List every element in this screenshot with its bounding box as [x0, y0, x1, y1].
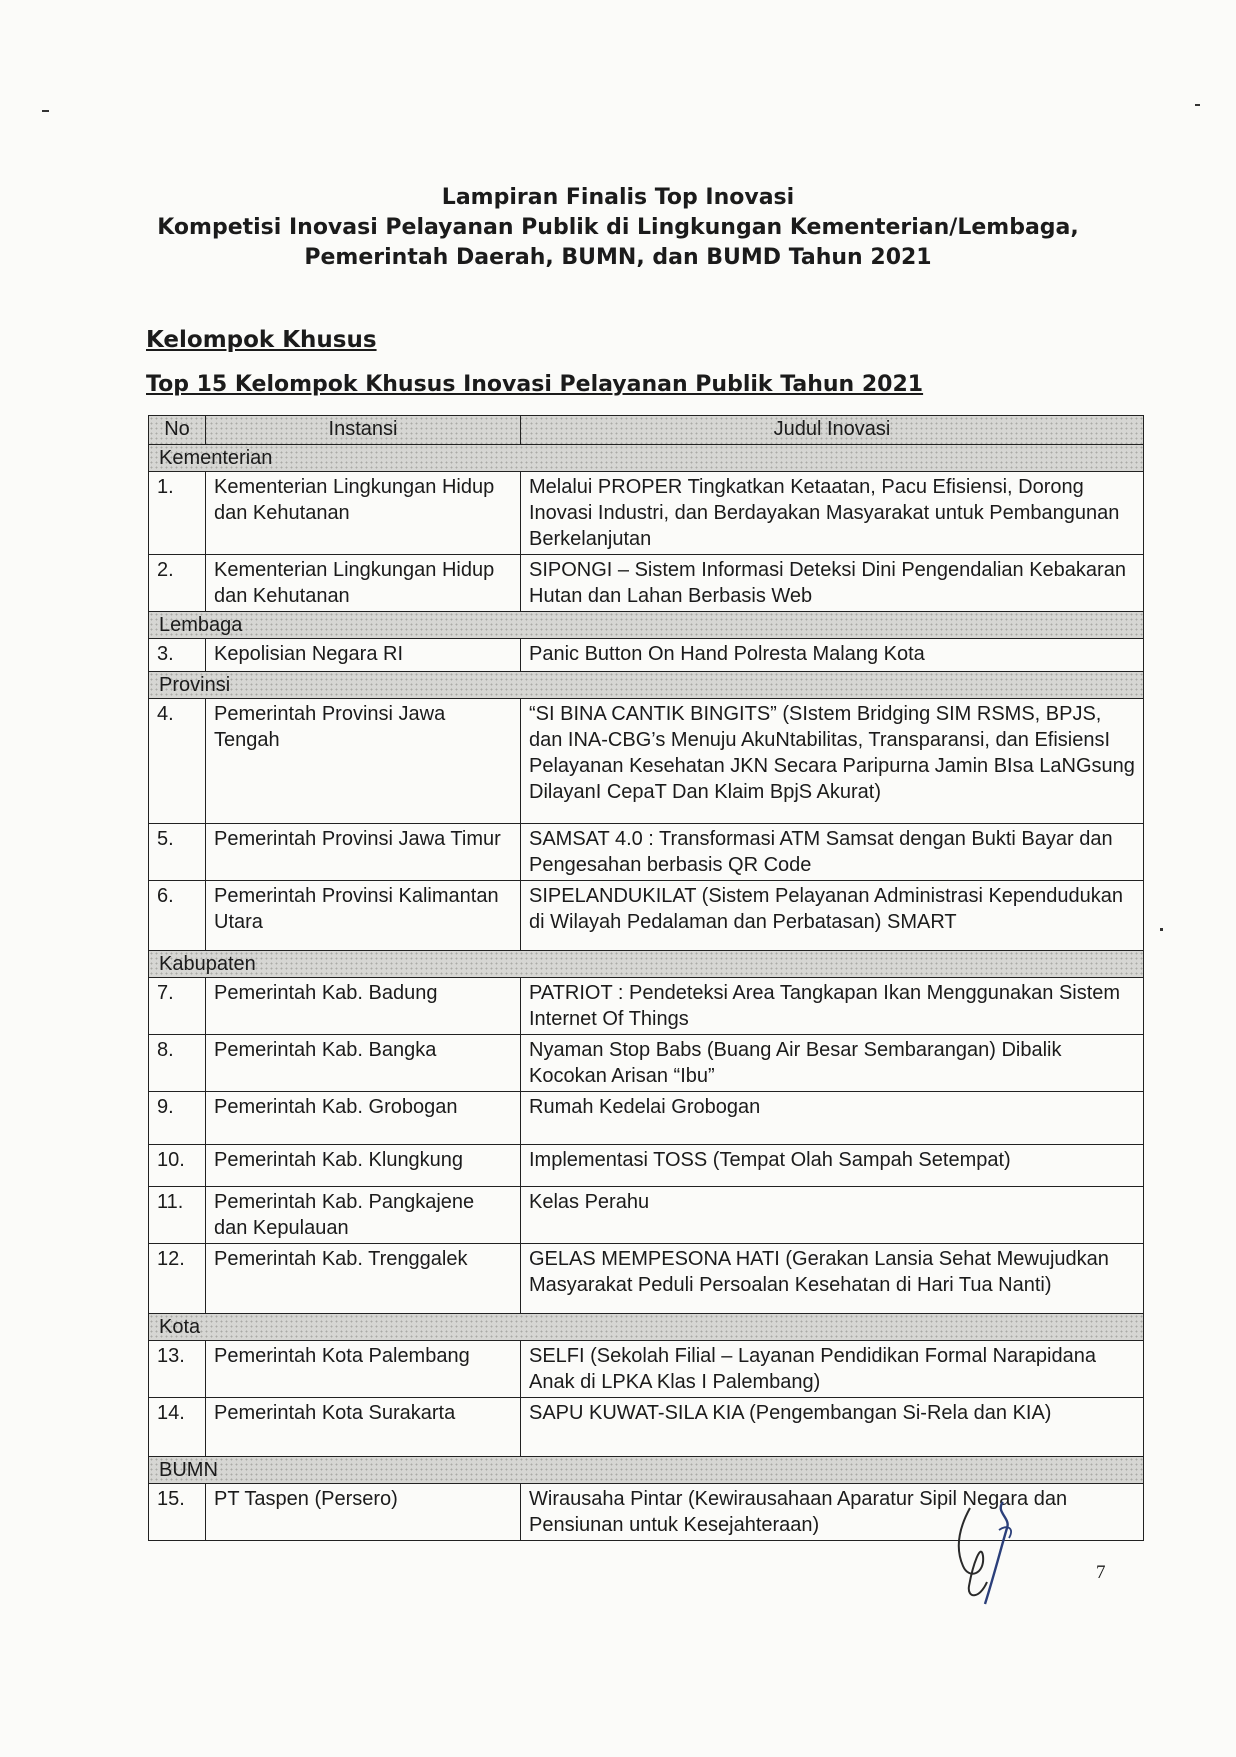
heading-line-1: Lampiran Finalis Top Inovasi — [441, 185, 795, 210]
cell-no: 11. — [149, 1187, 206, 1244]
cell-instansi: Pemerintah Kota Palembang — [206, 1341, 521, 1398]
section-label: Lembaga — [149, 612, 1144, 639]
section-row — [149, 445, 1144, 472]
cell-no: 1. — [149, 472, 206, 555]
section-label: Provinsi — [149, 672, 1144, 699]
cell-instansi: Pemerintah Kab. Bangka — [206, 1035, 521, 1092]
heading-line-2: Kompetisi Inovasi Pelayanan Publik di Lingkungan Kementerian/Lembaga, — [157, 215, 1079, 240]
cell-no: 9. — [149, 1092, 206, 1145]
cell-instansi: Pemerintah Kota Surakarta — [206, 1398, 521, 1457]
section-label: Kementerian — [149, 445, 1144, 472]
cell-judul: Wirausaha Pintar (Kewirausahaan Aparatur Sipil Negara dan Pensiunan untuk Kesejahteraan) — [521, 1484, 1144, 1541]
cell-instansi: PT Taspen (Persero) — [206, 1484, 521, 1541]
cell-instansi: Kementerian Lingkungan Hidup dan Kehutanan — [206, 555, 521, 612]
table-row — [149, 472, 1144, 555]
cell-no: 2. — [149, 555, 206, 612]
cell-instansi: Pemerintah Kab. Pangkajene dan Kepulauan — [206, 1187, 521, 1244]
cell-instansi: Pemerintah Kab. Grobogan — [206, 1092, 521, 1145]
table-row — [149, 1035, 1144, 1092]
cell-no: 5. — [149, 824, 206, 881]
section-row — [149, 951, 1144, 978]
header-instansi: Instansi — [206, 416, 521, 445]
group-label: Kelompok Khusus — [146, 327, 377, 353]
cell-judul: PATRIOT : Pendeteksi Area Tangkapan Ikan Menggunakan Sistem Internet Of Things — [521, 978, 1144, 1035]
table-row — [149, 1244, 1144, 1314]
table-body — [149, 445, 1144, 1541]
table-row — [149, 699, 1144, 824]
cell-judul: SAPU KUWAT-SILA KIA (Pengembangan Si-Rela dan KIA) — [521, 1398, 1144, 1457]
cell-instansi: Kepolisian Negara RI — [206, 639, 521, 672]
cell-no: 12. — [149, 1244, 206, 1314]
cell-judul: SIPELANDUKILAT (Sistem Pelayanan Administrasi Kependudukan di Wilayah Pedalaman dan Perbatasan) SMART — [521, 881, 1144, 951]
section-label: Kabupaten — [149, 951, 1144, 978]
header-no: No — [149, 416, 206, 445]
section-label: BUMN — [149, 1457, 1144, 1484]
cell-instansi: Pemerintah Kab. Klungkung — [206, 1145, 521, 1187]
handwritten-signature-icon — [945, 1500, 1055, 1610]
table-header-row — [149, 416, 1144, 445]
cell-no: 10. — [149, 1145, 206, 1187]
cell-instansi: Pemerintah Provinsi Kalimantan Utara — [206, 881, 521, 951]
table-title: Top 15 Kelompok Khusus Inovasi Pelayanan Publik Tahun 2021 — [146, 372, 924, 397]
cell-no: 4. — [149, 699, 206, 824]
cell-no: 6. — [149, 881, 206, 951]
document-heading — [0, 183, 1236, 273]
section-row — [149, 672, 1144, 699]
cell-no: 14. — [149, 1398, 206, 1457]
cell-judul: Rumah Kedelai Grobogan — [521, 1092, 1144, 1145]
page-number: 7 — [1096, 1562, 1106, 1583]
cell-judul: “SI BINA CANTIK BINGITS” (SIstem Bridging SIM RSMS, BPJS, dan INA-CBG’s Menuju AkuNtabilitas, Transparansi, dan EfisiensI Pelayanan Kesehatan JKN Secara Paripurna Jamin BIsa LaNGsung DilayanI CepaT Dan Klaim BpjS Akurat) — [521, 699, 1144, 824]
table-row — [149, 978, 1144, 1035]
cell-no: 15. — [149, 1484, 206, 1541]
table-row — [149, 1187, 1144, 1244]
cell-judul: SIPONGI – Sistem Informasi Deteksi Dini Pengendalian Kebakaran Hutan dan Lahan Berbasis Web — [521, 555, 1144, 612]
section-row — [149, 1314, 1144, 1341]
heading-line-3: Pemerintah Daerah, BUMN, dan BUMD Tahun 2021 — [304, 245, 932, 270]
table-row — [149, 1092, 1144, 1145]
innovation-table — [148, 415, 1144, 1541]
table-row — [149, 824, 1144, 881]
cell-judul: SELFI (Sekolah Filial – Layanan Pendidikan Formal Narapidana Anak di LPKA Klas I Palembang) — [521, 1341, 1144, 1398]
cell-judul: Implementasi TOSS (Tempat Olah Sampah Setempat) — [521, 1145, 1144, 1187]
cell-no: 3. — [149, 639, 206, 672]
cell-no: 7. — [149, 978, 206, 1035]
cell-judul: Panic Button On Hand Polresta Malang Kota — [521, 639, 1144, 672]
cell-instansi: Pemerintah Provinsi Jawa Tengah — [206, 699, 521, 824]
cell-instansi: Pemerintah Kab. Badung — [206, 978, 521, 1035]
cell-judul: GELAS MEMPESONA HATI (Gerakan Lansia Sehat Mewujudkan Masyarakat Peduli Persoalan Kesehatan di Hari Tua Nanti) — [521, 1244, 1144, 1314]
section-label: Kota — [149, 1314, 1144, 1341]
header-judul: Judul Inovasi — [521, 416, 1144, 445]
section-row — [149, 612, 1144, 639]
scan-speck — [1160, 928, 1163, 931]
table-row — [149, 1398, 1144, 1457]
cell-instansi: Kementerian Lingkungan Hidup dan Kehutanan — [206, 472, 521, 555]
table-row — [149, 1145, 1144, 1187]
cell-judul: Melalui PROPER Tingkatkan Ketaatan, Pacu Efisiensi, Dorong Inovasi Industri, dan Berdayakan Masyarakat untuk Pembangunan Berkelanjutan — [521, 472, 1144, 555]
cell-judul: Kelas Perahu — [521, 1187, 1144, 1244]
section-row — [149, 1457, 1144, 1484]
cell-no: 13. — [149, 1341, 206, 1398]
cell-no: 8. — [149, 1035, 206, 1092]
cell-instansi: Pemerintah Kab. Trenggalek — [206, 1244, 521, 1314]
table-row — [149, 1341, 1144, 1398]
table-row — [149, 555, 1144, 612]
scan-speck — [42, 110, 49, 112]
table-row — [149, 881, 1144, 951]
table-row — [149, 639, 1144, 672]
cell-judul: SAMSAT 4.0 : Transformasi ATM Samsat dengan Bukti Bayar dan Pengesahan berbasis QR Code — [521, 824, 1144, 881]
scan-speck — [1195, 104, 1200, 106]
cell-judul: Nyaman Stop Babs (Buang Air Besar Sembarangan) Dibalik Kocokan Arisan “Ibu” — [521, 1035, 1144, 1092]
cell-instansi: Pemerintah Provinsi Jawa Timur — [206, 824, 521, 881]
